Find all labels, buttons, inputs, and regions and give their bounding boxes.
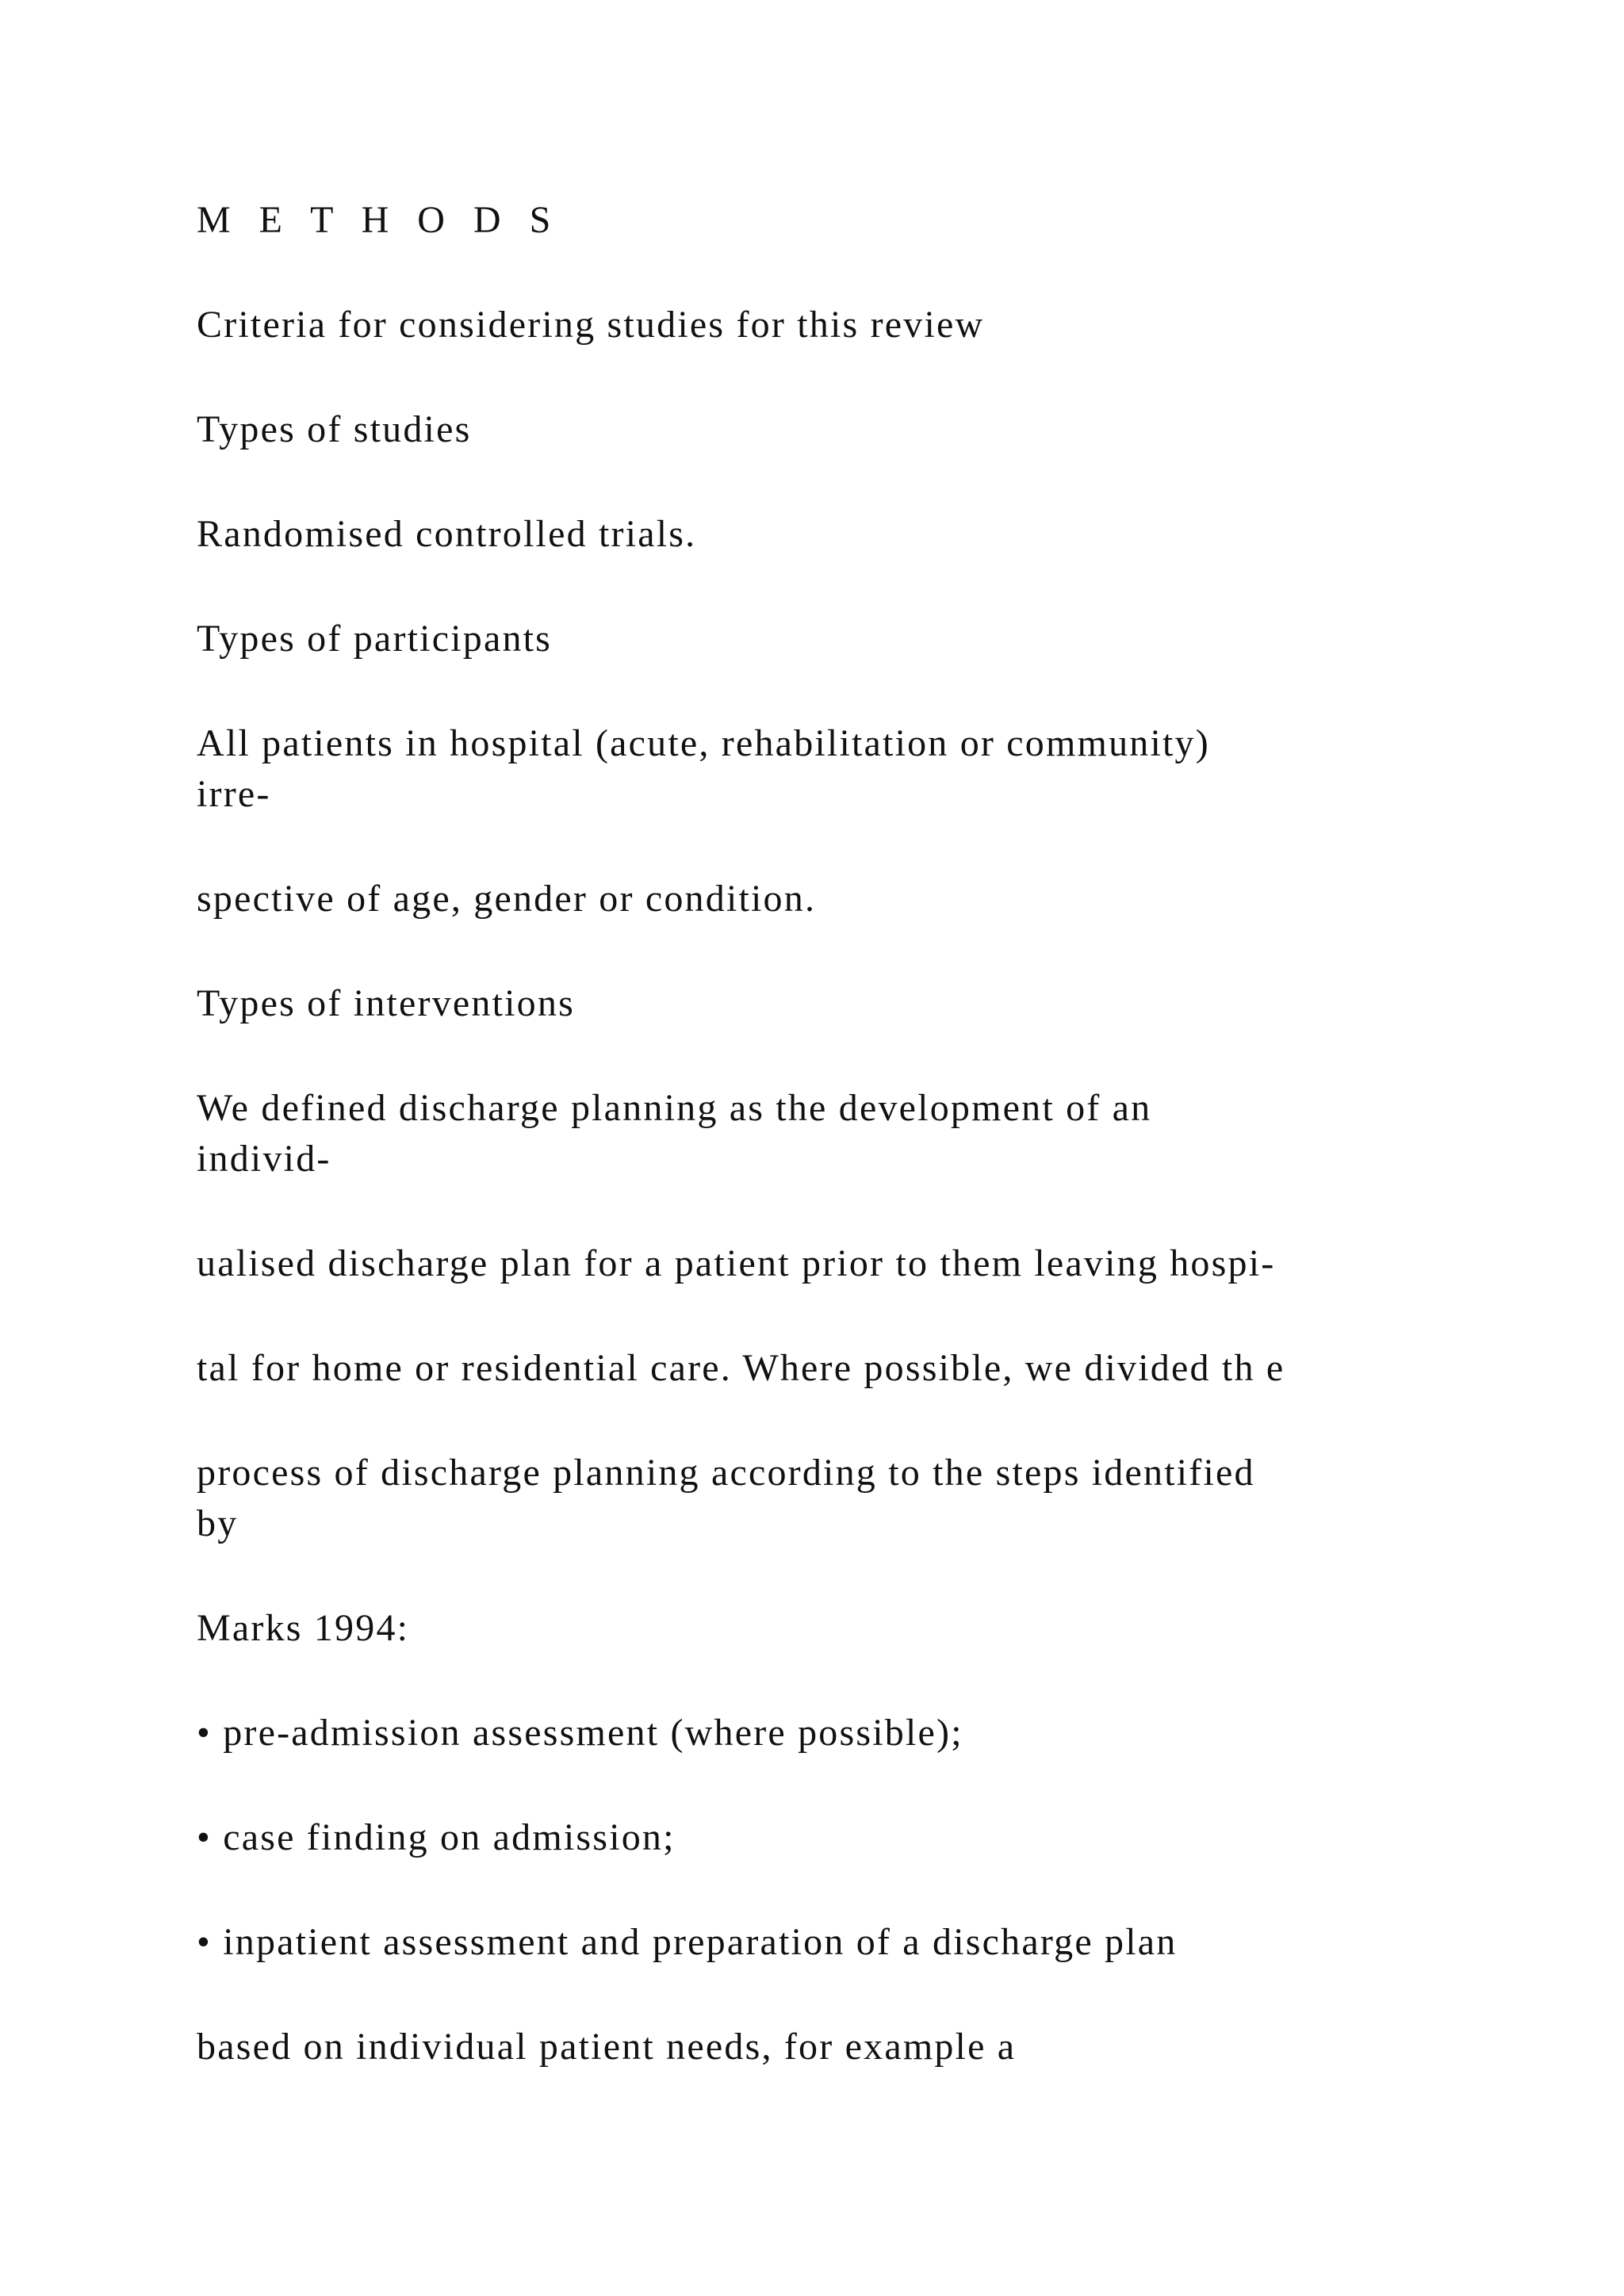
types-of-interventions-heading: Types of interventions [197,982,575,1024]
types-of-studies-text: Randomised controlled trials. [197,513,697,555]
criteria-heading: Criteria for considering studies for this review [197,304,985,346]
interventions-text-line-3: ualised discharge plan for a patient prior to them leaving hospi- [197,1242,1276,1284]
types-of-studies-heading: Types of studies [197,408,472,450]
participants-text-line-1: All patients in hospital (acute, rehabilitation or community) [197,722,1210,764]
list-item: • case finding on admission; [197,1816,676,1858]
interventions-text-line-4: tal for home or residential care. Where possible, we divided th e [197,1347,1285,1389]
list-item: • pre-admission assessment (where possible); [197,1712,963,1754]
list-item: • inpatient assessment and preparation of a discharge plan [197,1921,1178,1963]
citation-line: Marks 1994: [197,1607,410,1649]
section-heading: M E T H O D S [197,199,561,241]
interventions-text-line-1: We defined discharge planning as the development of an [197,1087,1152,1129]
interventions-text-line-6: by [197,1502,239,1544]
list-item-continuation: based on individual patient needs, for example a [197,2026,1017,2068]
interventions-text-line-5: process of discharge planning according to the steps identified [197,1452,1255,1494]
participants-text-line-3: spective of age, gender or condition. [197,878,817,920]
types-of-participants-heading: Types of participants [197,618,553,660]
participants-text-line-2: irre- [197,773,271,815]
interventions-text-line-2: individ- [197,1138,331,1180]
